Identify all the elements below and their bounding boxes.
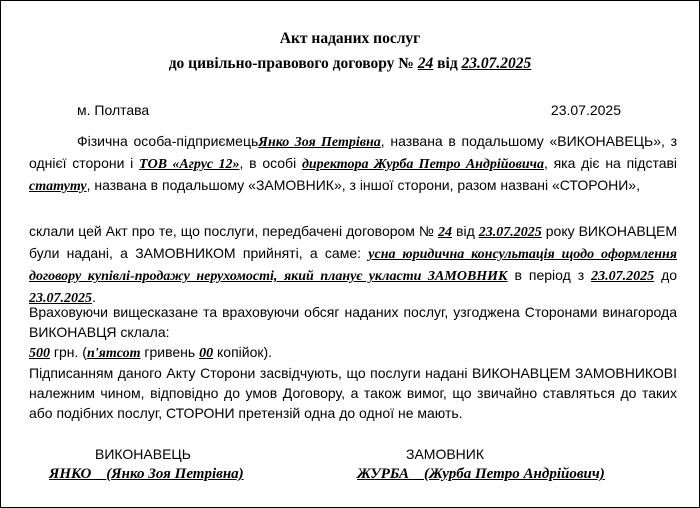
- closing-paragraph: [29, 363, 677, 423]
- subtitle-prefix: до цивільно-правового договору №: [168, 55, 414, 72]
- services-text-3: року ВИКОНАВЦЕМ були надані, а ЗАМОВНИКОМ прийняті, а саме:: [29, 223, 678, 261]
- fee-amount: 500: [29, 346, 50, 361]
- contract-number: 24: [417, 55, 434, 72]
- director-name: директора Журба Петро Андрійовича: [301, 157, 544, 172]
- services-text-6: .: [92, 289, 96, 305]
- period-from: 23.07.2025: [591, 269, 655, 284]
- executor-label: ВИКОНАВЕЦЬ: [95, 446, 191, 462]
- customer-label: ЗАМОВНИК: [406, 446, 485, 462]
- executor-full-name: Янко Зоя Петрівна: [258, 135, 381, 150]
- intro-text-4: , яка діє на підставі: [543, 155, 678, 171]
- fee-text-2: грн. (: [53, 344, 87, 360]
- customer-signature: ЖУРБА (Журба Петро Андрійович): [357, 466, 605, 482]
- basis-document: статуту: [29, 179, 87, 194]
- intro-text-2: , названа в подальшому «ВИКОНАВЕЦЬ», з однієї сторони і: [29, 133, 678, 171]
- executor-signature: ЯНКО (Янко Зоя Петрівна): [49, 466, 244, 482]
- fee-text-4: копійок).: [217, 344, 273, 360]
- fee-amount-words: п'ятсот: [86, 346, 141, 361]
- intro-paragraph: [29, 131, 677, 197]
- services-contract-date: 23.07.2025: [478, 225, 542, 240]
- fee-text-1: Враховуючи вищесказане та враховуючи обсяг наданих послуг, узгоджена Сторонами винагорода ВИКОНАВЦЯ склала:: [29, 304, 677, 340]
- services-text-2: від: [456, 223, 475, 239]
- intro-text-1: Фізична особа-підприємець: [77, 133, 259, 149]
- service-description: усна юридична консультація щодо оформлення договору купівлі-продажу нерухомості, який планує укласти ЗАМОВНИК: [29, 247, 678, 284]
- fee-kopecks: 00: [199, 346, 214, 361]
- contract-date: 23.07.2025: [461, 55, 532, 72]
- intro-text-3: , в особі: [239, 155, 297, 171]
- company-name: ТОВ «Агрус 12»: [139, 157, 240, 172]
- services-paragraph: [29, 221, 677, 309]
- period-to: 23.07.2025: [29, 291, 92, 306]
- services-text-4: в період з: [514, 267, 585, 283]
- subtitle-mid: від: [437, 55, 458, 72]
- services-text-1: склали цей Акт про те, що послуги, передбачені договором №: [29, 223, 435, 239]
- fee-text-3: гривень: [144, 344, 196, 360]
- place-city: м. Полтава: [77, 102, 150, 118]
- services-text-5: до: [661, 267, 678, 283]
- place-date: 23.07.2025: [550, 102, 621, 118]
- intro-text-5: , названа в подальшому «ЗАМОВНИК», з іншої сторони, разом названі «СТОРОНИ»,: [86, 177, 640, 193]
- closing-text: Підписанням даного Акту Сторони засвідчують, що послуги надані ВИКОНАВЦЕМ ЗАМОВНИКОВІ належним чином, відповідно до умов Договору, а також вимог, що звичайно ставляться до таких або подібних послуг, СТОРОНИ претензій одна до одної не мають.: [29, 365, 677, 421]
- document-title: Акт наданих послуг: [279, 30, 421, 47]
- fee-paragraph: [29, 302, 677, 364]
- services-contract-number: 24: [438, 225, 453, 240]
- document-subtitle: [1, 54, 699, 74]
